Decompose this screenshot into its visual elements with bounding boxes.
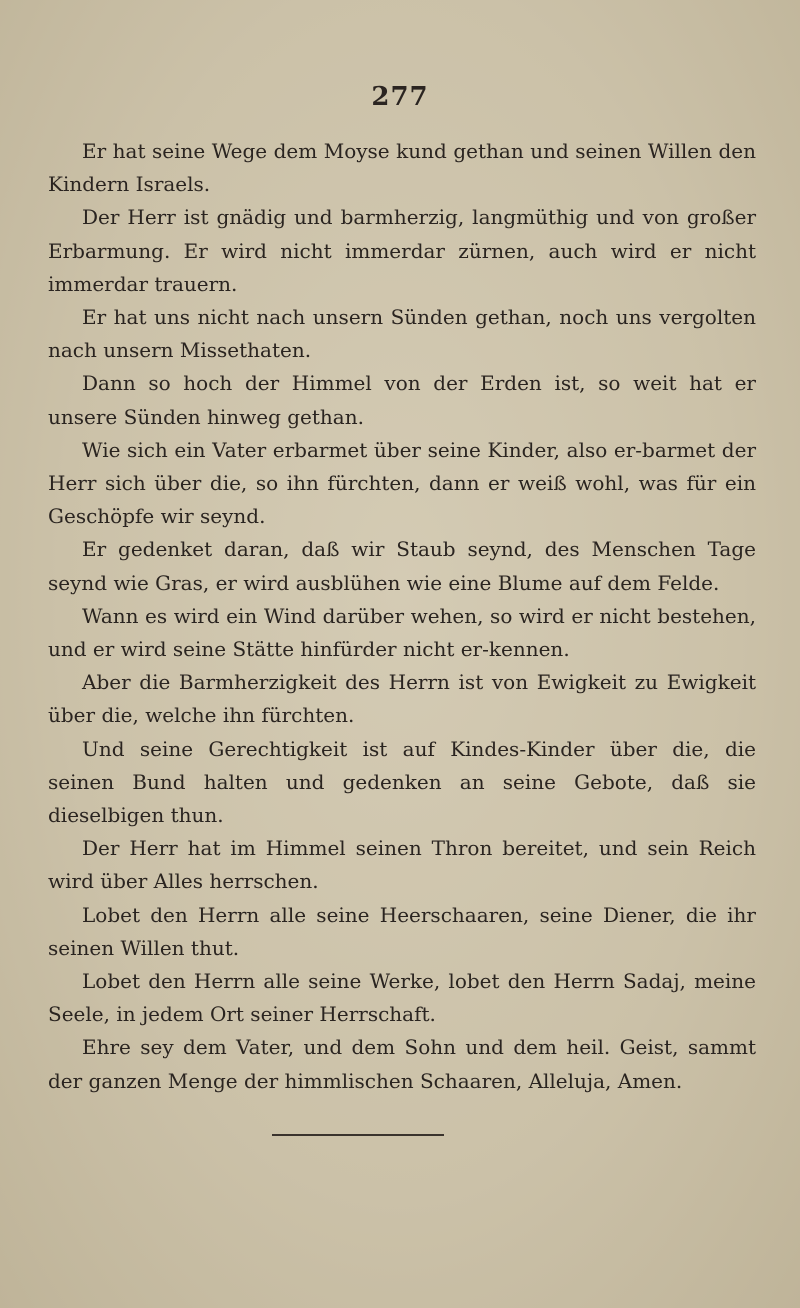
paragraph: Und seine Gerechtigkeit ist auf Kindes-Kinder über die, die seinen Bund halten und gedenken an seine Gebote, daß sie dieselbigen thun. bbox=[48, 736, 756, 828]
paragraph: Der Herr ist gnädig und barmherzig, langmüthig und von großer Erbarmung. Er wird nicht immerdar zürnen, auch wird er nicht immerdar trauern. bbox=[48, 205, 756, 296]
paragraph: Er hat seine Wege dem Moyse kund gethan und seinen Willen den Kindern Israels. bbox=[48, 139, 756, 197]
end-rule bbox=[272, 1134, 444, 1136]
psalm-text bbox=[48, 135, 756, 1098]
paragraph: Er gedenket daran, daß wir Staub seynd, des Menschen Tage seynd wie Gras, er wird ausblühen wie eine Blume auf dem Felde. bbox=[48, 537, 756, 595]
paragraph: Wie sich ein Vater erbarmet über seine Kinder, also er-barmet der Herr sich über die, so ihn fürchten, dann er weiß wohl, was für ein Geschöpfe wir seynd. bbox=[48, 437, 756, 529]
paragraph: Er hat uns nicht nach unsern Sünden gethan, noch uns vergolten nach unsern Missethaten. bbox=[48, 305, 756, 363]
paragraph: Ehre sey dem Vater, und dem Sohn und dem heil. Geist, sammt der ganzen Menge der himmlischen Schaaren, Alleluja, Amen. bbox=[48, 1035, 756, 1093]
paragraph: Dann so hoch der Himmel von der Erden ist, so weit hat er unsere Sünden hinweg gethan. bbox=[48, 371, 756, 429]
paragraph: Wann es wird ein Wind darüber wehen, so wird er nicht bestehen, und er wird seine Stätte hinfürder nicht er-kennen. bbox=[48, 603, 756, 662]
paragraph: Lobet den Herrn alle seine Werke, lobet den Herrn Sadaj, meine Seele, in jedem Ort seiner Herrschaft. bbox=[48, 969, 756, 1027]
paragraph: Der Herr hat im Himmel seinen Thron bereitet, und sein Reich wird über Alles herrschen. bbox=[48, 836, 756, 894]
page-number: 277 bbox=[371, 82, 429, 112]
paragraph: Lobet den Herrn alle seine Heerschaaren, seine Diener, die ihr seinen Willen thut. bbox=[48, 902, 756, 960]
paragraph: Aber die Barmherzigkeit des Herrn ist von Ewigkeit zu Ewigkeit über die, welche ihn fürchten. bbox=[48, 670, 756, 728]
